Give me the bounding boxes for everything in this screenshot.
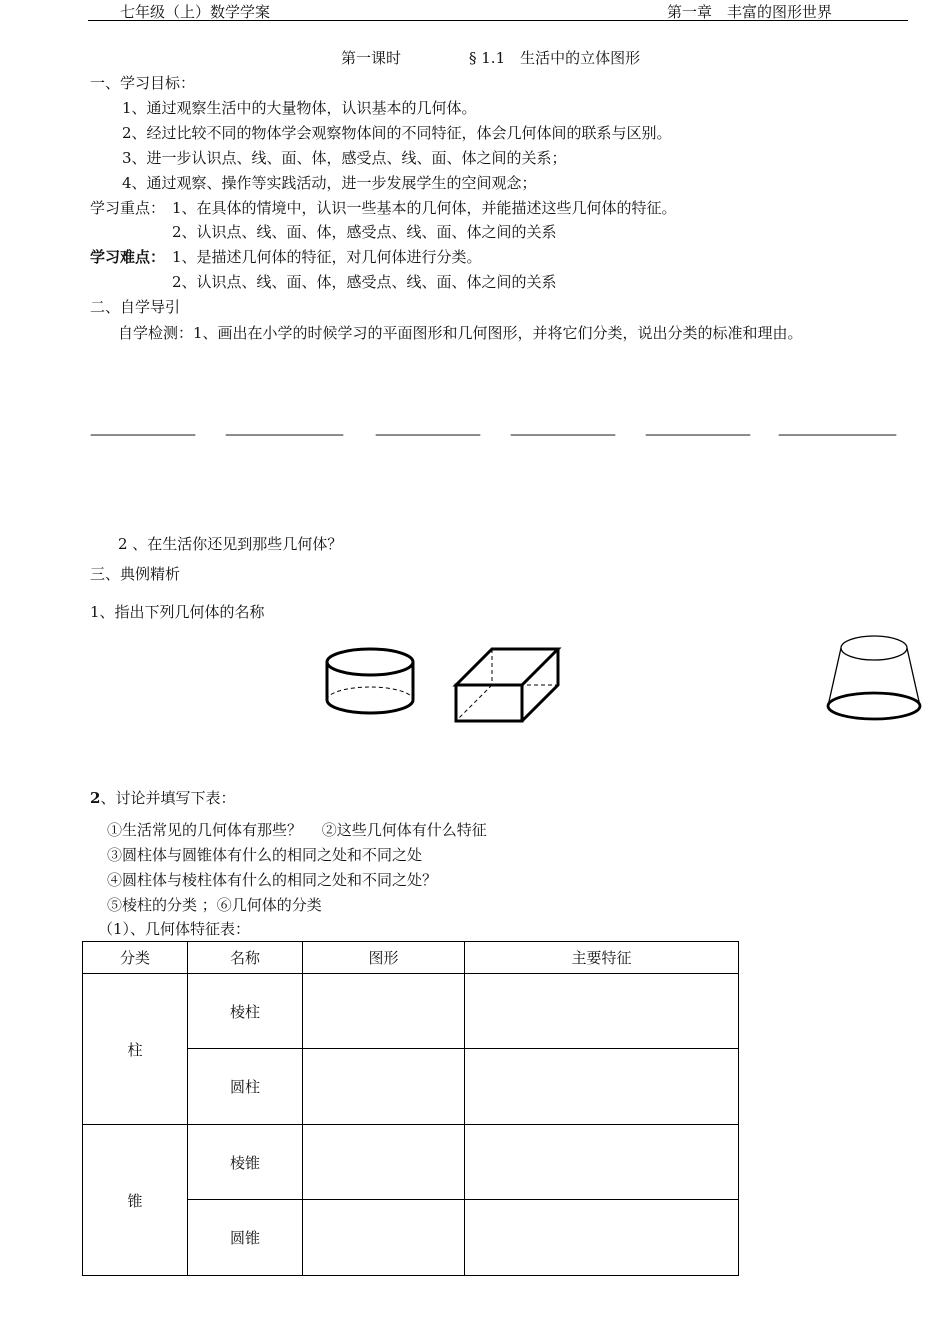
name-cell: 棱锥 bbox=[188, 1125, 303, 1200]
table-caption: （1）、几何体特征表： bbox=[98, 920, 251, 938]
figure-cell[interactable] bbox=[303, 1049, 465, 1125]
table-row bbox=[83, 974, 739, 1049]
discussion-item: ①生活常见的几何体有那些？ ②这些几何体有什么特征 bbox=[107, 821, 487, 839]
figure-cell[interactable] bbox=[303, 1200, 465, 1276]
header-cell: 分类 bbox=[83, 942, 188, 974]
self-study-heading: 二、自学导引 bbox=[90, 298, 181, 316]
key-point-item: 1、在具体的情境中，认识一些基本的几何体，并能描述这些几何体的特征。 bbox=[172, 199, 677, 217]
self-check-question: 自学检测：1、画出在小学的时候学习的平面图形和几何图形，并将它们分类，说出分类的标准和理由。 bbox=[118, 324, 803, 342]
objective-item: 4、通过观察、操作等实践活动，进一步发展学生的空间观念； bbox=[122, 174, 537, 192]
self-check-question-2: 2 、在生活你还见到那些几何体？ bbox=[118, 535, 343, 553]
question-number: 2 bbox=[90, 789, 101, 807]
figure-cell[interactable] bbox=[303, 974, 465, 1049]
header-cell: 名称 bbox=[188, 942, 303, 974]
name-cell: 圆柱 bbox=[188, 1049, 303, 1125]
frustum-figure bbox=[824, 630, 924, 724]
objective-item: 3、进一步认识点、线、面、体，感受点、线、面、体之间的关系； bbox=[122, 149, 567, 167]
feature-cell[interactable] bbox=[465, 974, 739, 1049]
difficulty-item: 2、认识点、线、面、体，感受点、线、面、体之间的关系 bbox=[172, 273, 557, 291]
section-title: § 1.1 生活中的立体图形 bbox=[469, 49, 641, 67]
table-header-row bbox=[83, 942, 739, 974]
table-row bbox=[83, 1125, 739, 1200]
answer-blank[interactable]: ———————— bbox=[645, 425, 749, 443]
name-cell: 圆锥 bbox=[188, 1200, 303, 1276]
header-right: 第一章 丰富的图形世界 bbox=[667, 3, 833, 21]
objective-item: 1、通过观察生活中的大量物体，认识基本的几何体。 bbox=[122, 99, 477, 117]
key-points-label: 学习重点： bbox=[90, 199, 166, 217]
objectives-heading: 一、学习目标： bbox=[90, 74, 196, 92]
answer-blank[interactable]: ———————— bbox=[510, 425, 614, 443]
header-cell: 主要特征 bbox=[465, 942, 739, 974]
difficulty-item: 1、是描述几何体的特征，对几何体进行分类。 bbox=[172, 248, 482, 266]
feature-cell[interactable] bbox=[465, 1125, 739, 1200]
cuboid-figure bbox=[452, 645, 562, 725]
discussion-item: ④圆柱体与棱柱体有什么的相同之处和不同之处？ bbox=[107, 871, 438, 889]
header-rule bbox=[88, 20, 908, 21]
answer-blank[interactable]: ————————— bbox=[778, 425, 895, 443]
figure-cell[interactable] bbox=[303, 1125, 465, 1200]
header-left: 七年级（上）数学学案 bbox=[120, 3, 271, 21]
key-point-item: 2、认识点、线、面、体，感受点、线、面、体之间的关系 bbox=[172, 223, 557, 241]
category-cell: 柱 bbox=[83, 974, 188, 1125]
question-text: 、讨论并填写下表： bbox=[100, 789, 236, 807]
examples-heading: 三、典例精析 bbox=[90, 565, 181, 583]
feature-cell[interactable] bbox=[465, 1200, 739, 1276]
example-question-1: 1、指出下列几何体的名称 bbox=[90, 603, 265, 621]
objective-item: 2、经过比较不同的物体学会观察物体间的不同特征，体会几何体间的联系与区别。 bbox=[122, 124, 672, 142]
cylinder-figure bbox=[322, 644, 418, 720]
discussion-item: ⑤棱柱的分类 ；⑥几何体的分类 bbox=[107, 896, 322, 914]
lesson-title: 第一课时 bbox=[341, 49, 402, 67]
discussion-item: ③圆柱体与圆锥体有什么的相同之处和不同之处 bbox=[107, 846, 423, 864]
answer-blanks bbox=[90, 424, 900, 444]
example-question-2 bbox=[90, 788, 235, 808]
answer-blank[interactable]: ———————— bbox=[90, 425, 194, 443]
answer-blank[interactable]: ————————— bbox=[225, 425, 342, 443]
answer-blank[interactable]: ———————— bbox=[375, 425, 479, 443]
feature-table bbox=[82, 941, 739, 1276]
difficulties-label: 学习难点： bbox=[90, 248, 166, 266]
category-cell: 锥 bbox=[83, 1125, 188, 1276]
header-cell: 图形 bbox=[303, 942, 465, 974]
feature-cell[interactable] bbox=[465, 1049, 739, 1125]
name-cell: 棱柱 bbox=[188, 974, 303, 1049]
